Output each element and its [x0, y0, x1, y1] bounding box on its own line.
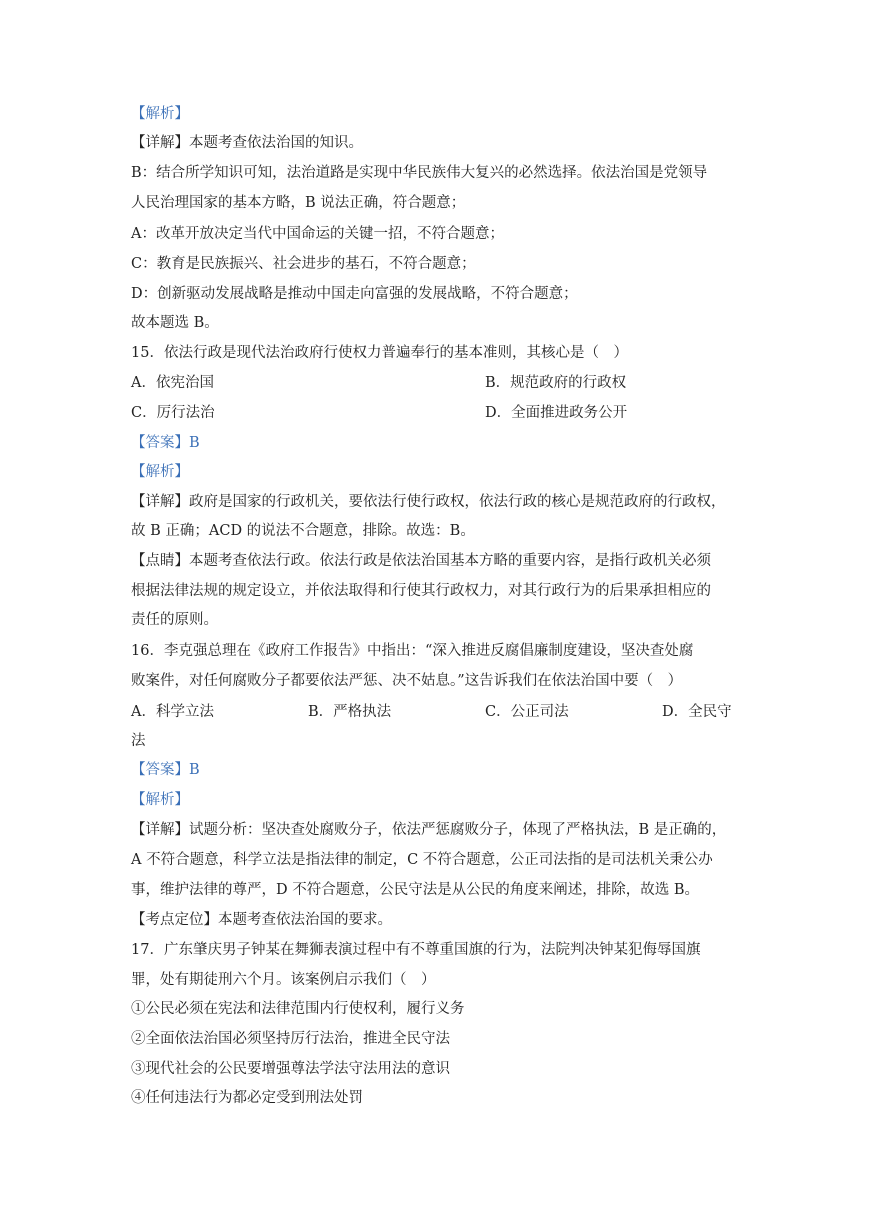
option-b: B．规范政府的行政权 — [485, 375, 627, 391]
text-line: 人民治理国家的基本方略，B 说法正确，符合题意； — [131, 195, 466, 211]
answer-label: 【答案】B — [131, 762, 200, 778]
question-17: 17．广东肇庆男子钟某在舞狮表演过程中有不尊重国旗的行为，法院判决钟某犯侮辱国旗 — [131, 942, 701, 958]
text-line: 事，维护法律的尊严，D 不符合题意，公民守法是从公民的角度来阐述，排除，故选 B。 — [131, 882, 699, 898]
detail-paragraph: 【详解】本题考查依法治国的知识。 — [131, 135, 363, 151]
text-line: 【点睛】本题考查依法行政。依法行政是依法治国基本方略的重要内容，是指行政机关必须 — [131, 553, 711, 569]
analysis-label: 【解析】 — [131, 106, 189, 122]
text-line: 法 — [131, 733, 146, 749]
text-line: 根据法律法规的规定设立，并依法取得和行使其行政权力，对其行政行为的后果承担相应的 — [131, 583, 711, 599]
question-16: 16．李克强总理在《政府工作报告》中指出：“深入推进反腐倡廉制度建设，坚决查处腐 — [131, 643, 694, 659]
statement-2: ②全面依法治国必须坚持厉行法治，推进全民守法 — [131, 1031, 450, 1047]
text-line: A 不符合题意，科学立法是指法律的制定，C 不符合题意，公正司法指的是司法机关秉公办 — [131, 852, 713, 868]
answer-label: 【答案】B — [131, 435, 200, 451]
text-line: 【考点定位】本题考查依法治国的要求。 — [131, 912, 392, 928]
option-c: C．厉行法治 — [131, 405, 215, 421]
statement-4: ④任何违法行为都必定受到刑法处罚 — [131, 1090, 363, 1106]
option-b: B．严格执法 — [308, 704, 392, 720]
option-c: C．公正司法 — [485, 704, 569, 720]
question-15: 15．依法行政是现代法治政府行使权力普遍奉行的基本准则，其核心是（ ） — [131, 345, 628, 361]
text-line: 责任的原则。 — [131, 612, 218, 628]
text-line: 故 B 正确；ACD 的说法不合题意，排除。故选：B。 — [131, 523, 475, 539]
text-line: 故本题选 B。 — [131, 315, 219, 331]
text-line: 败案件，对任何腐败分子都要依法严惩、决不姑息。”这告诉我们在依法治国中要（ ） — [131, 673, 683, 689]
statement-3: ③现代社会的公民要增强尊法学法守法用法的意识 — [131, 1061, 450, 1077]
text-line: A：改革开放决定当代中国命运的关键一招，不符合题意； — [131, 226, 504, 242]
option-a: A．科学立法 — [131, 704, 214, 720]
text-line: 【详解】试题分析：坚决查处腐败分子，依法严惩腐败分子，体现了严格执法，B 是正确的， — [131, 822, 727, 838]
option-d: D．全面推进政务公开 — [485, 405, 628, 421]
text-line: B：结合所学知识可知，法治道路是实现中华民族伟大复兴的必然选择。依法治国是党领导 — [131, 165, 708, 181]
analysis-label: 【解析】 — [131, 464, 189, 480]
text-line: D：创新驱动发展战略是推动中国走向富强的发展战略，不符合题意； — [131, 286, 578, 302]
text-line: C：教育是民族振兴、社会进步的基石，不符合题意； — [131, 256, 476, 272]
option-a: A．依宪治国 — [131, 375, 214, 391]
text-line: 罪，处有期徒刑六个月。该案例启示我们（ ） — [131, 972, 436, 988]
analysis-label: 【解析】 — [131, 792, 189, 808]
option-d: D．全民守 — [662, 704, 732, 720]
text-line: 【详解】政府是国家的行政机关，要依法行使行政权，依法行政的核心是规范政府的行政权， — [131, 494, 726, 510]
statement-1: ①公民必须在宪法和法律范围内行使权利，履行义务 — [131, 1001, 465, 1017]
